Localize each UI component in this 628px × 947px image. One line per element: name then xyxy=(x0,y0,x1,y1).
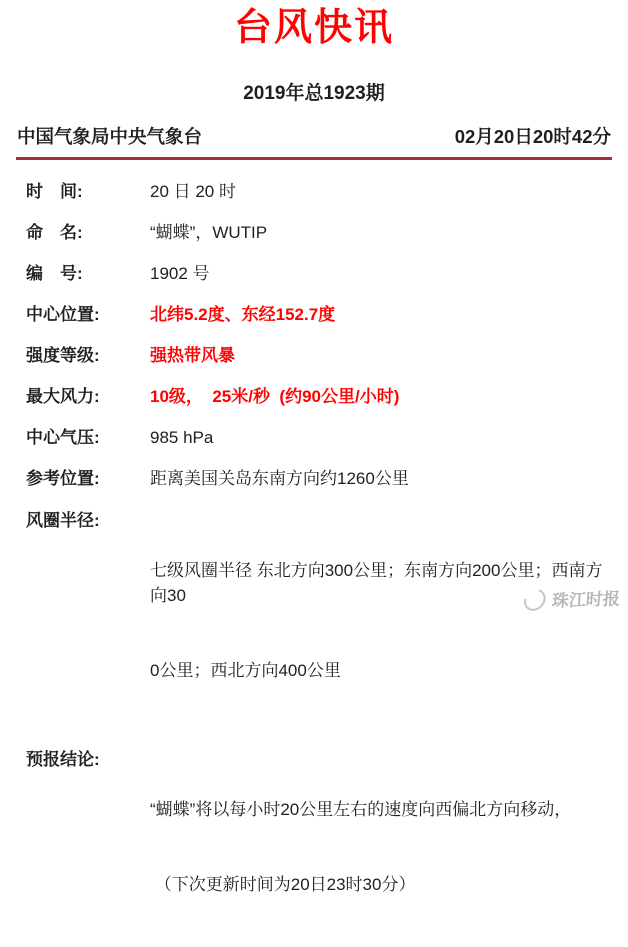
swirl-logo-icon xyxy=(521,585,550,614)
field-value-reference-position: 距离美国关岛东南方向约1260公里 xyxy=(150,468,409,488)
field-row-wind-circle-radius xyxy=(26,508,618,733)
field-row-reference-position xyxy=(26,467,618,491)
issue-datetime: 02月20日20时42分 xyxy=(454,125,611,147)
field-row-intensity-grade xyxy=(26,344,618,368)
field-row-time xyxy=(26,180,618,204)
field-row-forecast-conclusion xyxy=(26,747,618,947)
field-value-forecast-conclusion xyxy=(150,747,571,947)
agency-name: 中国气象局中央气象台 xyxy=(17,125,203,147)
field-label-wind-circle-radius: 风圈半径: xyxy=(26,510,100,530)
field-value-name: “蝴蝶”，WUTIP xyxy=(150,222,268,242)
watermark-text: 珠江时报 xyxy=(551,589,621,611)
wind-circle-radius-line-1: 七级风圈半径 东北方向300公里；东南方向200公里；西南方向30 xyxy=(150,560,603,605)
field-label-time: 时 间: xyxy=(26,181,83,201)
field-value-center-pressure: 985 hPa xyxy=(150,427,214,447)
field-row-number xyxy=(26,262,618,286)
field-label-number: 编 号: xyxy=(26,263,83,283)
field-label-intensity-grade: 强度等级: xyxy=(26,345,100,365)
issue-number: 2019年总1923期 xyxy=(243,82,385,104)
field-label-center-position: 中心位置: xyxy=(26,304,100,324)
field-value-wind-circle-radius xyxy=(150,508,618,733)
field-value-number: 1902 号 xyxy=(150,263,210,283)
bulletin-fields xyxy=(26,180,618,947)
header-divider xyxy=(16,157,612,160)
field-value-max-wind: 10级， 25米/秒 (约90公里/小时) xyxy=(150,386,400,406)
field-label-max-wind: 最大风力: xyxy=(26,386,100,406)
field-label-name: 命 名: xyxy=(26,222,83,242)
field-value-intensity-grade: 强热带风暴 xyxy=(150,345,235,365)
typhoon-bulletin-page xyxy=(0,6,628,947)
wind-circle-radius-line-2: 0公里；西北方向400公里 xyxy=(150,660,341,680)
field-label-center-pressure: 中心气压: xyxy=(26,427,100,447)
field-value-center-position: 北纬5.2度、东经152.7度 xyxy=(150,304,336,324)
header-row xyxy=(17,123,611,149)
field-row-center-position xyxy=(26,303,618,327)
field-label-forecast-conclusion: 预报结论: xyxy=(26,749,100,769)
forecast-conclusion-line-2: （下次更新时间为20日23时30分） xyxy=(150,874,416,894)
watermark xyxy=(523,584,621,612)
field-row-max-wind xyxy=(26,385,618,409)
page-title: 台风快讯 xyxy=(233,7,394,49)
field-row-name xyxy=(26,221,618,245)
field-value-time: 20 日 20 时 xyxy=(150,181,236,201)
field-label-reference-position: 参考位置: xyxy=(26,468,100,488)
forecast-conclusion-line-1: “蝴蝶”将以每小时20公里左右的速度向西偏北方向移动， xyxy=(150,799,572,819)
field-row-center-pressure xyxy=(26,426,618,450)
